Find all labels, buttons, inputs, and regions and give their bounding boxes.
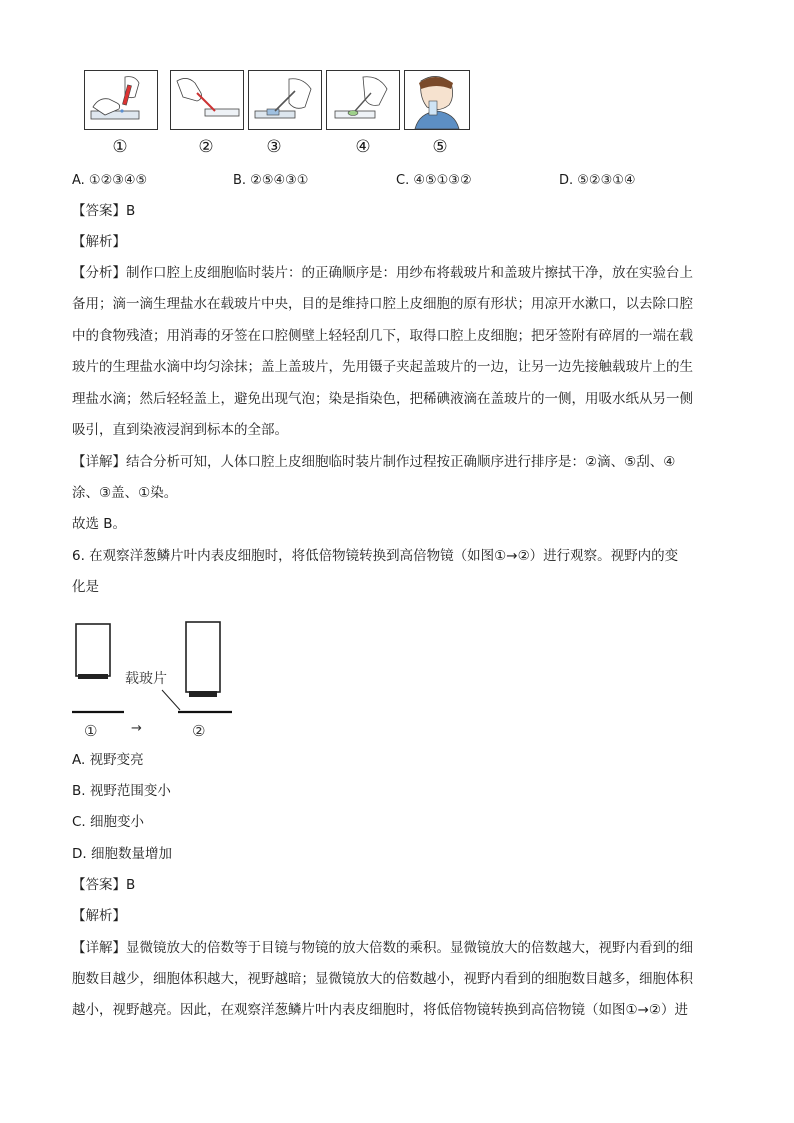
q6-option-a: A. 视野变亮 — [72, 752, 144, 768]
step-drop-saline-illustration — [84, 70, 158, 130]
q5-detail-line: 涂、③盖、①染。 — [72, 485, 178, 501]
figure-label-2: ② — [192, 722, 206, 740]
q6-option-c: C. 细胞变小 — [72, 814, 145, 830]
q6-detail-line: 越小，视野越亮。因此，在观察洋葱鳞片叶内表皮细胞时，将低倍物镜转换到高倍物镜（如图①→②）进 — [72, 1002, 689, 1018]
step-cover-slip-illustration — [326, 70, 400, 130]
q5-option-b: B. ②⑤④③① — [233, 173, 309, 188]
arrow-icon: → — [131, 721, 142, 736]
q6-stem-line: 化是 — [72, 579, 99, 595]
q5-analysis-line: 吸引，直到染液浸润到标本的全部。 — [72, 422, 288, 438]
figure-label-5: ⑤ — [432, 137, 448, 157]
q6-answer: 【答案】B — [72, 877, 136, 893]
q5-analysis-line: 【分析】制作口腔上皮细胞临时装片：的正确顺序是：用纱布将载玻片和盖玻片擦拭干净，放在实验台上 — [72, 265, 693, 281]
q5-analysis-line: 中的食物残渣；用消毒的牙签在口腔侧壁上轻轻刮几下，取得口腔上皮细胞；把牙签附有碎屑的一端在载 — [72, 328, 693, 344]
step-smear-illustration — [248, 70, 322, 130]
figure-label-3: ③ — [266, 137, 282, 157]
q5-option-d: D. ⑤②③①④ — [559, 173, 636, 188]
step-rinse-mouth-illustration — [404, 70, 470, 130]
q5-analysis-line: 玻片的生理盐水滴中均匀涂抹；盖上盖玻片，先用镊子夹起盖玻片的一边，让另一边先接触载玻片上的生 — [72, 359, 693, 375]
q6-stem-line: 6. 在观察洋葱鳞片叶内表皮细胞时，将低倍物镜转换到高倍物镜（如图①→②）进行观察。视野内的变 — [72, 548, 679, 564]
q6-option-b: B. 视野范围变小 — [72, 783, 171, 799]
figure-label-1: ① — [112, 137, 128, 157]
slide-label: 载玻片 — [125, 671, 167, 687]
q5-analysis-line: 理盐水滴；然后轻轻盖上，避免出现气泡；染是指染色，把稀碘液滴在盖玻片的一侧，用吸水纸从另一侧 — [72, 391, 693, 407]
q6-detail-line: 胞数目越少，细胞体积越大，视野越暗；显微镜放大的倍数越小，视野内看到的细胞数目越多，细胞体积 — [72, 971, 693, 987]
q5-option-c: C. ④⑤①③② — [396, 173, 472, 188]
q5-analysis-heading: 【解析】 — [72, 234, 126, 250]
figure-label-4: ④ — [355, 137, 371, 157]
step-scrape-cheek-illustration — [170, 70, 244, 130]
q5-conclusion: 故选 B。 — [72, 516, 127, 532]
q6-detail-line: 【详解】显微镜放大的倍数等于目镜与物镜的放大倍数的乘积。显微镜放大的倍数越大，视野内看到的细 — [72, 940, 693, 956]
q5-option-a: A. ①②③④⑤ — [72, 173, 148, 188]
q5-detail-line: 【详解】结合分析可知，人体口腔上皮细胞临时装片制作过程按正确顺序进行排序是：②滴、⑤刮、④ — [72, 454, 676, 470]
figure-label-1: ① — [84, 722, 98, 740]
q6-analysis-heading: 【解析】 — [72, 908, 126, 924]
figure-label-2: ② — [198, 137, 214, 157]
q6-option-d: D. 细胞数量增加 — [72, 846, 172, 862]
q5-analysis-line: 备用；滴一滴生理盐水在载玻片中央，目的是维持口腔上皮细胞的原有形状；用凉开水漱口，以去除口腔 — [72, 296, 693, 312]
q5-answer: 【答案】B — [72, 203, 136, 219]
